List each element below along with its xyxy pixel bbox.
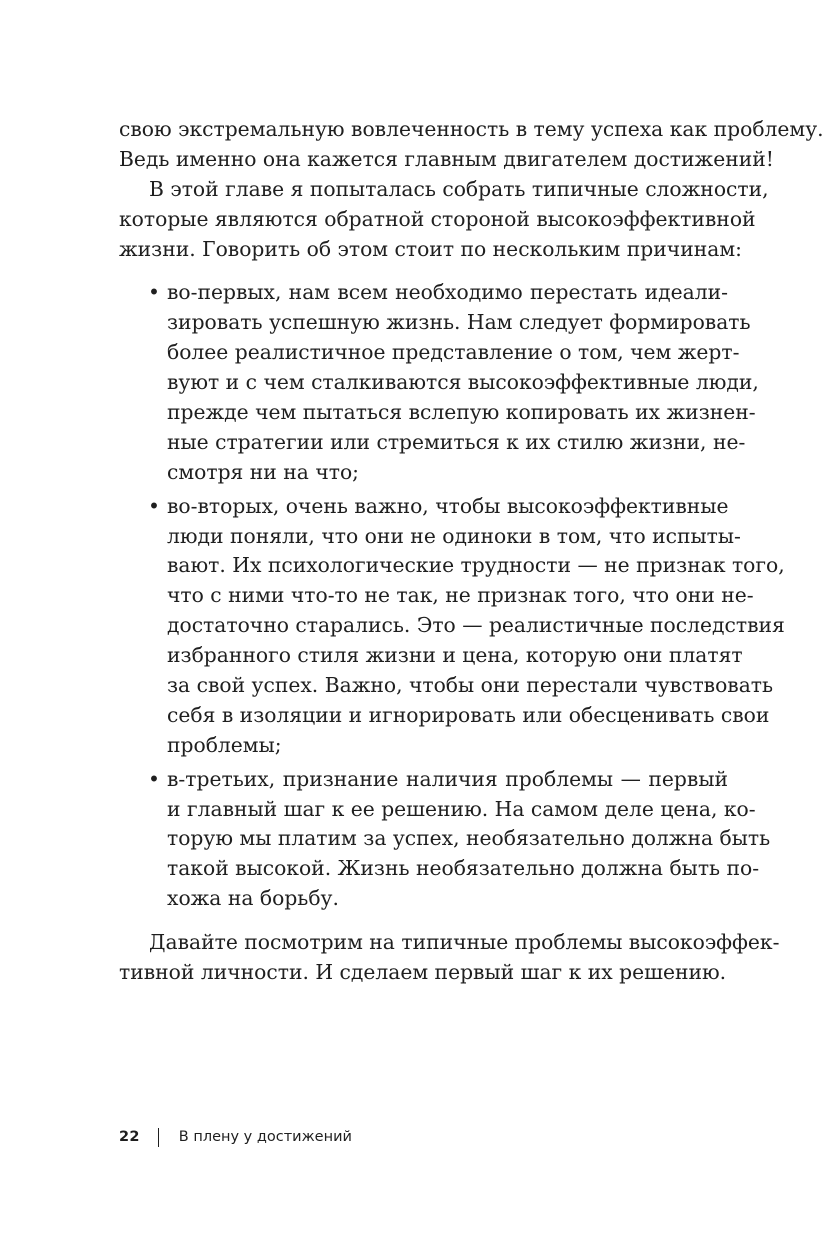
list-item xyxy=(119,278,759,487)
text-line xyxy=(119,765,728,795)
text-line: Ведь именно она кажется главным двигателем достижений! xyxy=(119,146,774,171)
list-item-text: во-вторых, очень важно, чтобы высокоэффективные xyxy=(167,493,729,518)
paragraph-spacer xyxy=(119,914,728,928)
text-line xyxy=(119,492,728,522)
paragraph-spacer xyxy=(119,264,728,278)
running-title: В плену у достижений xyxy=(178,1129,352,1145)
list-item-text: во-первых, нам всем необходимо перестать идеали- xyxy=(167,280,728,305)
text-line: вают. Их психологические трудности — не признак того, xyxy=(167,553,785,578)
text-line: избранного стиля жизни и цена, которую они платят xyxy=(167,643,743,668)
text-line: зировать успешную жизнь. Нам следует формировать xyxy=(167,310,751,335)
page-number: 22 xyxy=(119,1129,140,1145)
text-line: Давайте посмотрим на типичные проблемы высокоэффек- xyxy=(149,930,780,955)
text-line: достаточно старались. Это — реалистичные последствия xyxy=(167,613,785,638)
text-line: более реалистичное представление о том, чем жерт- xyxy=(167,340,740,365)
bullet-icon: • xyxy=(148,280,160,305)
text-line xyxy=(119,278,728,308)
text-line: торую мы платим за успех, необязательно должна быть xyxy=(167,826,771,851)
text-line: что с ними что-то не так, не признак того, что они не- xyxy=(167,583,754,608)
bullet-icon: • xyxy=(148,493,160,518)
text-line: которые являются обратной стороной высокоэффективной xyxy=(119,206,756,231)
body-text xyxy=(119,115,824,988)
text-line: проблемы; xyxy=(167,732,282,757)
list-item xyxy=(119,492,785,761)
bullet-icon: • xyxy=(148,766,160,791)
text-line: и главный шаг к ее решению. На самом деле цена, ко- xyxy=(167,796,756,821)
intro-paragraph xyxy=(119,115,824,175)
closing-paragraph xyxy=(119,928,780,988)
list-item xyxy=(119,765,771,914)
text-line: прежде чем пытаться вслепую копировать их жизнен- xyxy=(167,400,756,425)
text-line: смотря ни на что; xyxy=(167,459,359,484)
text-line: такой высокой. Жизнь необязательно должна быть по- xyxy=(167,856,760,881)
text-line: себя в изоляции и игнорировать или обесценивать свои xyxy=(167,702,770,727)
bullet-list xyxy=(119,278,785,914)
text-line: вуют и с чем сталкиваются высокоэффективные люди, xyxy=(167,370,759,395)
reasons-paragraph xyxy=(119,175,769,265)
text-line: жизни. Говорить об этом стоит по нескольким причинам: xyxy=(119,236,742,261)
text-line: хожа на борьбу. xyxy=(167,886,339,911)
footer-divider xyxy=(158,1128,159,1147)
text-line: ные стратегии или стремиться к их стилю жизни, не- xyxy=(167,429,746,454)
text-line: люди поняли, что они не одиноки в том, что испыты- xyxy=(167,523,741,548)
text-line: тивной личности. И сделаем первый шаг к их решению. xyxy=(119,960,727,985)
page-footer xyxy=(119,1122,352,1152)
text-line: свою экстремальную вовлеченность в тему успеха как проблему. xyxy=(119,117,824,141)
text-line: В этой главе я попыталась собрать типичные сложности, xyxy=(149,176,769,201)
text-line: за свой успех. Важно, чтобы они перестали чувствовать xyxy=(167,673,774,698)
list-item-text: в-третьих, признание наличия проблемы — первый xyxy=(167,766,728,791)
